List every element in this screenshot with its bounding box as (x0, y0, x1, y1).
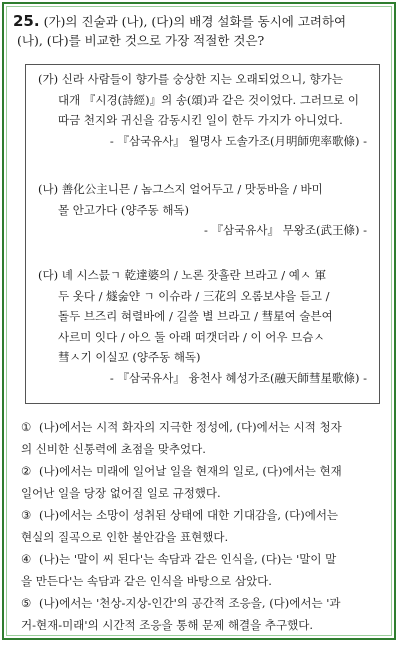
choice-number: ③ (21, 508, 32, 522)
passage-da-line: 사르미 잇다 / 아으 둘 아래 떠갯더라 / 이 어우 므슴ㅅ (58, 329, 325, 344)
passage-da (38, 265, 371, 388)
passage-da-line: 돌두 브즈리 혀렬바에 / 길쓸 별 브라고 / 彗星여 술븐여 (58, 309, 333, 323)
passage-ga-line: (가) 신라 사람들이 향가를 숭상한 지는 오래되었으니, 향가는 (38, 72, 343, 86)
choice-line (21, 548, 391, 570)
passage-da-line: 彗ㅅ기 이실꼬 (양주동 해독) (58, 350, 201, 364)
choice-text: 을 만든다'는 속담과 같은 인식을 바탕으로 삼았다. (21, 574, 272, 588)
choice-text: 의 신비한 신통력에 초점을 맞추었다. (21, 442, 206, 456)
question-line-1 (13, 12, 393, 31)
answer-choice-5[interactable] (21, 592, 391, 636)
choice-text: (나)에서는 미래에 일어날 일을 현재의 일로, (다)에서는 현재 (39, 464, 342, 478)
question-stem (13, 12, 393, 50)
question-number: 25. (13, 12, 40, 30)
choice-line (21, 504, 391, 526)
choice-text: (나)에서는 '천상-지상-인간'의 공간적 조응을, (다)에서는 '과 (39, 596, 341, 610)
passage-da-line: 두 옷다 / 燧숦얀 ㄱ 이슈라 / 三花의 오롬보샤을 듣고 / (58, 288, 330, 303)
choice-line (21, 416, 391, 438)
choice-text: (나)에서는 시적 화자의 지극한 정성에, (다)에서는 시적 청자 (39, 420, 342, 434)
passage-na-line: 몰 안고가다 (양주동 해독) (58, 202, 190, 217)
passage-da-source: - 『삼국유사』 융천사 혜성가조(融天師彗星歌條) - (109, 370, 367, 385)
answer-choice-3[interactable] (21, 504, 391, 548)
choice-text: 거-현재-미래'의 시간적 조응을 통해 문제 해결을 추구했다. (21, 618, 314, 632)
choice-text: 현실의 질곡으로 인한 불안감을 표현했다. (21, 530, 229, 544)
passage-na-source: - 『삼국유사』 무왕조(武王條) - (204, 223, 367, 237)
choice-number: ① (21, 420, 32, 434)
passage-ga-line: 대개 『시경(詩經)』의 송(頌)과 같은 것이었다. 그러므로 이 (58, 92, 359, 107)
answer-choice-4[interactable] (21, 548, 391, 592)
choice-text: (나)는 '말이 씨 된다'는 속담과 같은 인식을, (다)는 '말이 말 (39, 552, 337, 566)
question-frame (2, 2, 396, 640)
question-text-1: (가)의 진술과 (나), (다)의 배경 설화를 동시에 고려하여 (43, 14, 347, 29)
passage-na (38, 179, 371, 241)
choice-text: (나)에서는 소망이 성취된 상태에 대한 기대감을, (다)에서는 (39, 508, 339, 522)
passage-ga (38, 69, 371, 151)
choice-number: ④ (21, 552, 32, 566)
choice-number: ② (21, 464, 32, 478)
answer-choice-2[interactable] (21, 460, 391, 504)
answer-choice-1[interactable] (21, 416, 391, 460)
passage-da-line: (다) 녜 시스믌ㄱ 乾達婆의 / 노론 잣흘란 브라고 / 예ㅅ 軍 (38, 268, 327, 282)
passage-ga-line: 따금 천지와 귀신을 감동시킨 일이 한두 가지가 아니었다. (58, 113, 343, 127)
choice-text: 일어난 일을 당장 없어질 일로 규정했다. (21, 486, 221, 500)
passage-box (25, 64, 380, 404)
passage-na-line: (나) 善化公主니믄 / 놈그스지 얼어두고 / 맛둥바을 / 바미 (38, 182, 323, 196)
question-text-2: (나), (다)를 비교한 것으로 가장 적절한 것은? (17, 33, 265, 48)
answer-choices (21, 416, 391, 636)
choice-number: ⑤ (21, 596, 32, 610)
passage-ga-source: - 『삼국유사』 월명사 도솔가조(月明師兜率歌條) - (109, 133, 367, 148)
choice-line (21, 592, 391, 614)
choice-line (21, 460, 391, 482)
